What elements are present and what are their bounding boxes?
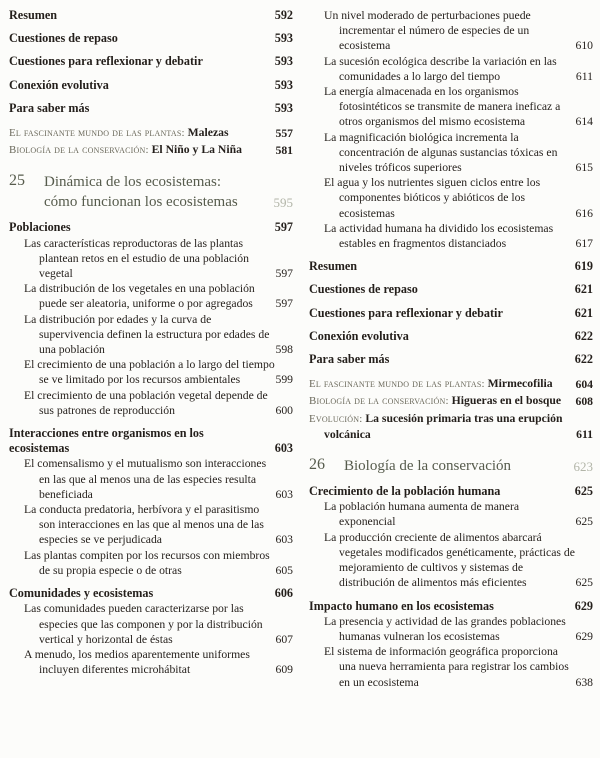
page-number: 611 (575, 69, 593, 83)
chapter-title: Biología de la conservación (344, 458, 512, 475)
feature-series-label: Evolución: (309, 412, 363, 425)
page-number: 600 (275, 403, 293, 417)
toc-entry (309, 221, 593, 251)
entry-label: La presencia y actividad de las grandes poblaciones humanas vulneran los ecosistemas (324, 614, 566, 643)
page-number: 614 (575, 115, 593, 129)
page-number: 597 (275, 267, 293, 281)
toc-entry (309, 376, 593, 392)
entry-label: El crecimiento de una población vegetal depende de sus patrones de reproducción (24, 388, 268, 417)
feature-series-label: El fascinante mundo de las plantas: (309, 378, 485, 391)
chapter-heading (309, 456, 593, 476)
page-number: 629 (574, 598, 593, 613)
page-number: 595 (273, 195, 293, 211)
entry-label: La distribución por edades y la curva de supervivencia definen la estructura por edades de una población (24, 312, 270, 357)
feature-title: El Niño y La Niña (151, 143, 242, 157)
page-number: 592 (274, 8, 293, 22)
entry-label: Crecimiento de la población humana (309, 484, 501, 499)
toc-entry (309, 599, 593, 614)
toc-entry (9, 281, 293, 311)
toc-entry (309, 175, 593, 221)
entry-label: La actividad humana ha dividido los ecosistemas estables en fragmentos distanciados (324, 221, 554, 251)
entry-label: Impacto humano en los ecosistemas (309, 598, 494, 613)
entry-label: El crecimiento de una población a lo largo del tiempo se ve limitado por los recursos ambientales (24, 358, 275, 387)
page-number: 606 (274, 586, 293, 601)
page-number: 625 (575, 576, 593, 590)
toc-entry (9, 456, 293, 502)
feature-title: Malezas (187, 126, 229, 140)
toc-entry (9, 586, 293, 601)
toc-entry (9, 220, 293, 235)
toc-entry (9, 426, 293, 456)
entry-label: Las características reproductoras de las plantas plantean retos en el estudio de una población vegetal (24, 236, 249, 281)
entry-label: La población humana aumenta de manera exponencial (324, 500, 520, 529)
page-number: 593 (274, 54, 293, 69)
entry-label: A menudo, los medios aparentemente uniformes incluyen diferentes microhábitat (24, 647, 250, 677)
entry-label: La energía almacenada en los organismos fotosintéticos se transmite de manera ineficaz a otros organismos del mismo ecosistema (324, 85, 561, 129)
entry-label: La conducta predatoria, herbívora y el parasitismo son interacciones en las que al menos una de las especies se ve perjudicada (24, 503, 264, 547)
page-number: 609 (275, 663, 293, 677)
page-number: 610 (575, 39, 593, 53)
entry-label: Cuestiones de repaso (309, 282, 418, 297)
page-number: 622 (574, 352, 593, 367)
entry-label: La producción creciente de alimentos abarcará vegetales modificados genéticamente, prácticas de mejoramiento de cultivos y sistemas de distribución de alimentos más eficientes (324, 530, 575, 590)
toc-entry (309, 352, 593, 367)
toc-entry (309, 259, 593, 274)
page-number: 616 (575, 206, 593, 220)
toc-entry (9, 236, 293, 282)
toc-entry (9, 312, 293, 358)
feature-series-label: Biología de la conservación: (9, 144, 149, 157)
page-number: 607 (275, 632, 293, 646)
entry-label: Conexión evolutiva (309, 328, 409, 343)
toc-entry (9, 125, 293, 141)
feature-title: Mirmecofilia (487, 377, 553, 391)
toc-entry (309, 306, 593, 321)
chapter-number: 25 (9, 172, 25, 190)
page-number: 611 (576, 427, 593, 441)
page-number: 598 (275, 343, 293, 357)
feature-series-label: Biología de la conservación: (309, 395, 449, 408)
entry-label: La sucesión ecológica describe la variación en las comunidades a lo largo del tiempo (324, 54, 557, 83)
page-number: 605 (275, 563, 293, 577)
entry-label: Un nivel moderado de perturbaciones puede incrementar el número de especies de un ecosistema (324, 9, 531, 53)
toc-entry (309, 329, 593, 344)
entry-label: Resumen (309, 259, 358, 274)
toc-entry (9, 548, 293, 578)
toc-entry (309, 614, 593, 644)
toc-entry (9, 388, 293, 418)
toc-entry (309, 499, 593, 529)
toc-entry (309, 411, 593, 442)
entry-label: El sistema de información geográfica proporciona una nueva herramienta para registrar los cambios en un ecosistema (324, 645, 569, 689)
entry-label: Las plantas compiten por los recursos con miembros de su propia especie o de otras (24, 548, 270, 577)
entry-label: Cuestiones para reflexionar y debatir (309, 305, 503, 320)
entry-label: La distribución de los vegetales en una población puede ser aleatoria, uniforme o por agregados (24, 282, 255, 311)
feature-series-label: El fascinante mundo de las plantas: (9, 127, 185, 140)
page-number: 599 (275, 373, 293, 387)
toc-column-right (309, 8, 593, 690)
toc-entry (9, 502, 293, 548)
page-number: 593 (274, 100, 293, 115)
page-number: 623 (573, 458, 593, 474)
page-number: 603 (275, 487, 293, 501)
toc-entry (309, 282, 593, 297)
entry-label: Para saber más (9, 100, 90, 115)
toc-entry (309, 54, 593, 84)
entry-label: Interacciones entre organismos en los ecosistemas (9, 426, 204, 456)
toc-entry (309, 84, 593, 130)
toc-entry (309, 8, 593, 54)
page-number: 617 (575, 237, 593, 251)
page-number: 597 (274, 220, 293, 235)
toc-entry (9, 357, 293, 387)
entry-label: El agua y los nutrientes siguen ciclos entre los componentes bióticos y abióticos de los ecosistemas (324, 176, 541, 220)
page-number: 625 (575, 515, 593, 529)
toc-entry (309, 393, 593, 409)
page-number: 638 (575, 675, 593, 689)
toc-entry (9, 142, 293, 158)
toc-entry (9, 601, 293, 647)
page-number: 629 (575, 629, 593, 643)
page-number: 581 (275, 144, 293, 158)
toc-entry (309, 130, 593, 176)
page-number: 621 (574, 305, 593, 320)
page-number: 621 (574, 282, 593, 297)
chapter-number: 26 (309, 456, 325, 474)
chapter-heading (9, 172, 293, 212)
entry-label: Comunidades y ecosistemas (9, 586, 154, 601)
toc-entry (9, 78, 293, 93)
entry-label: Cuestiones para reflexionar y debatir (9, 54, 203, 69)
toc-entry (9, 647, 293, 677)
toc-entry (309, 484, 593, 499)
entry-label: Las comunidades pueden caracterizarse por las especies que las componen y por la distribución vertical y horizontal de éstas (24, 602, 263, 646)
entry-label: Poblaciones (9, 220, 71, 235)
entry-label: Cuestiones de repaso (9, 31, 118, 46)
toc-column-left (9, 8, 293, 690)
entry-label: El comensalismo y el mutualismo son interacciones en las que al menos una de las especies resulta beneficiada (24, 457, 267, 501)
feature-title: Higueras en el bosque (451, 394, 562, 408)
entry-label: Para saber más (309, 352, 390, 367)
page-number: 603 (275, 533, 293, 547)
page-number: 593 (274, 77, 293, 92)
page-number: 603 (274, 441, 293, 456)
feature-title: La sucesión primaria tras una erupción volcánica (324, 411, 563, 441)
toc-entry (9, 54, 293, 69)
chapter-title: Dinámica de los ecosistemas: cómo funcionan los ecosistemas (44, 174, 238, 211)
page-number: 622 (574, 328, 593, 343)
entry-label: Conexión evolutiva (9, 77, 109, 92)
entry-label: La magnificación biológica incrementa la concentración de algunas sustancias tóxicas en niveles tróficos superiores (324, 130, 558, 175)
toc-entry (309, 644, 593, 690)
toc-entry (9, 31, 293, 46)
page-number: 557 (275, 127, 293, 141)
page-number: 615 (575, 161, 593, 175)
entry-label: Resumen (9, 8, 58, 22)
page-number: 619 (574, 259, 593, 274)
toc-entry (9, 101, 293, 116)
page-number: 625 (574, 484, 593, 499)
page-number: 604 (575, 378, 593, 392)
page-number: 608 (575, 395, 593, 409)
toc-entry (9, 8, 293, 23)
page-number: 597 (275, 297, 293, 311)
toc-entry (309, 530, 593, 591)
page-number: 593 (274, 31, 293, 46)
